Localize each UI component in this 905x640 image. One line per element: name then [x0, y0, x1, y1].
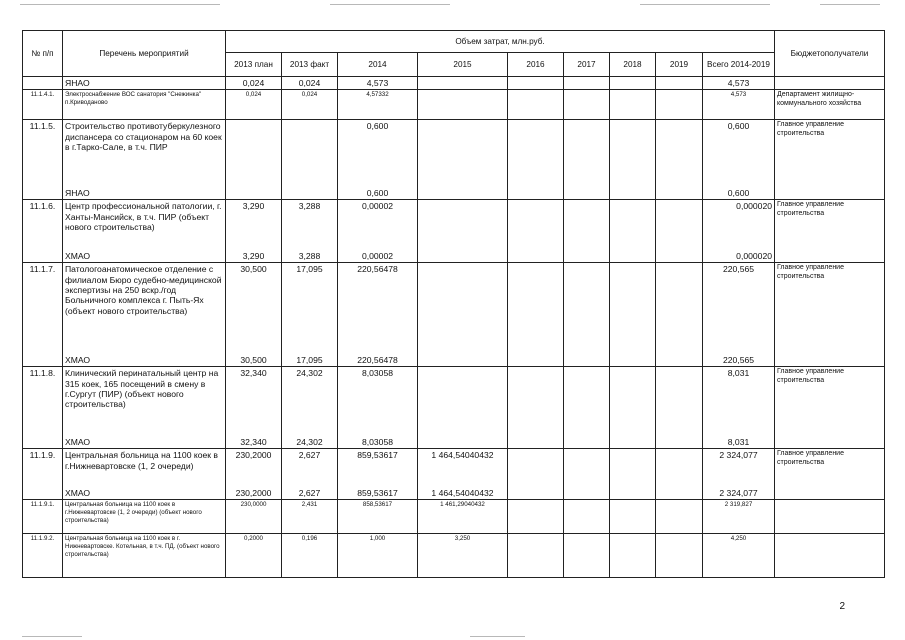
cell-2015 — [418, 200, 508, 263]
cell-2014 — [338, 120, 418, 200]
cell-2014: 4,573 — [338, 77, 418, 90]
cell-recipient: Главное управление строительства — [775, 120, 885, 200]
cell-2014 — [338, 200, 418, 263]
scan-artifact-line — [22, 636, 82, 637]
cell-2014-sub: 0,00002 — [361, 251, 394, 261]
cell-2014-sub: 0,600 — [366, 188, 389, 198]
row-name-text: Патологоанатомическое отделение с филиалом Бюро судебно-медицинской экспертизы на 250 вскр./год Больничного комплекса г. Пыть-Ях (объект нового строительства) — [65, 264, 222, 316]
table-row — [23, 500, 885, 534]
scan-artifact-line — [640, 4, 770, 5]
header-num: № п/п — [23, 31, 63, 77]
cell-2018 — [610, 367, 656, 449]
cell-2014-sub: 220,56478 — [357, 355, 398, 365]
cell-2013-plan-value: 32,340 — [240, 368, 267, 379]
row-name: Центральная больница на 1100 коек в г. Нижневартовске. Котельная, в т.ч. ПД. (объект нового строительства) — [63, 534, 226, 578]
cell-2019 — [656, 90, 703, 120]
cell-total — [703, 120, 775, 200]
cell-2014 — [338, 263, 418, 367]
cell-2018 — [610, 263, 656, 367]
cell-total-value: 220,565 — [722, 264, 755, 275]
cell-2014-value: 8,03058 — [361, 368, 394, 379]
cell-recipient: Главное управление строительства — [775, 263, 885, 367]
header-year-2013-fact: 2013 факт — [282, 53, 338, 77]
cell-2017 — [564, 263, 610, 367]
cell-2019 — [656, 367, 703, 449]
cell-2018 — [610, 500, 656, 534]
cell-2013-fact — [282, 263, 338, 367]
cell-2015 — [418, 77, 508, 90]
cell-2016 — [508, 120, 564, 200]
row-num: 11.1.9. — [23, 449, 63, 500]
cell-total: 4,250 — [703, 534, 775, 578]
cell-total-sub: 0,000020 — [736, 251, 773, 261]
cell-2017 — [564, 90, 610, 120]
row-name — [63, 200, 226, 263]
cell-total — [703, 263, 775, 367]
cell-2013-plan-value: 30,500 — [240, 264, 267, 275]
row-region: ХМАО — [65, 437, 91, 447]
cell-2013-plan — [226, 120, 282, 200]
cell-total-value: 8,031 — [727, 368, 750, 379]
cell-2013-fact-value: 24,302 — [296, 368, 323, 379]
cell-2015: 3,250 — [418, 534, 508, 578]
cell-2014-sub: 859,53617 — [357, 488, 398, 498]
row-name-text: Центр профессиональной патологии, г. Ханты-Мансийск, в т.ч. ПИР (объект нового строительства) — [65, 201, 222, 232]
cell-2013-plan-sub: 3,290 — [242, 251, 265, 261]
cell-2013-plan-value: 3,290 — [242, 201, 265, 212]
cell-2018 — [610, 120, 656, 200]
cell-2016 — [508, 90, 564, 120]
row-name: ЯНАО — [63, 77, 226, 90]
cell-2015 — [418, 120, 508, 200]
cell-recipient: Департамент жилищно-коммунального хозяйства — [775, 90, 885, 120]
row-num: 11.1.4.1. — [23, 90, 63, 120]
row-name — [63, 449, 226, 500]
row-num — [23, 77, 63, 90]
cell-2013-fact — [282, 449, 338, 500]
cell-total: 4,573 — [703, 77, 775, 90]
cell-2013-fact-sub: 3,288 — [298, 251, 321, 261]
cell-2014-value: 0,00002 — [361, 201, 394, 212]
cell-2014: 858,53617 — [338, 500, 418, 534]
cell-2013-fact-value: 2,627 — [298, 450, 321, 461]
header-costs: Объем затрат, млн.руб. — [226, 31, 775, 53]
cell-2015 — [418, 449, 508, 500]
row-name-text: Центральная больница на 1100 коек в г.Нижневартовске (1, 2 очереди) — [65, 450, 218, 471]
cell-2017 — [564, 534, 610, 578]
cell-2018 — [610, 90, 656, 120]
cell-total — [703, 449, 775, 500]
row-name — [63, 367, 226, 449]
table-row — [23, 77, 885, 90]
cell-2013-fact — [282, 367, 338, 449]
cell-2017 — [564, 120, 610, 200]
cell-recipient — [775, 77, 885, 90]
cell-2019 — [656, 500, 703, 534]
scan-artifact-line — [20, 4, 220, 5]
cell-2016 — [508, 200, 564, 263]
cell-recipient: Главное управление строительства — [775, 200, 885, 263]
header-year-2015: 2015 — [418, 53, 508, 77]
cell-2013-fact-sub: 24,302 — [296, 437, 323, 447]
cell-total-value: 2 324,077 — [719, 450, 758, 461]
header-year-2017: 2017 — [564, 53, 610, 77]
scan-artifact-line — [330, 4, 450, 5]
cell-total-sub: 2 324,077 — [719, 488, 758, 498]
cell-recipient: Главное управление строительства — [775, 449, 885, 500]
table-row — [23, 120, 885, 200]
cell-2016 — [508, 77, 564, 90]
cell-recipient: Главное управление строительства — [775, 367, 885, 449]
cell-2013-plan: 0,024 — [226, 77, 282, 90]
row-num: 11.1.7. — [23, 263, 63, 367]
row-name — [63, 120, 226, 200]
cell-total — [703, 367, 775, 449]
header-list: Перечень мероприятий — [63, 31, 226, 77]
cell-2013-fact — [282, 120, 338, 200]
cell-2013-fact-value: 3,288 — [298, 201, 321, 212]
cell-2016 — [508, 534, 564, 578]
cell-2014: 4,57332 — [338, 90, 418, 120]
table-row — [23, 367, 885, 449]
cell-2013-fact-sub: 17,095 — [296, 355, 323, 365]
expenditure-table — [22, 30, 885, 578]
cell-2013-plan — [226, 200, 282, 263]
cell-2014-value: 0,600 — [366, 121, 389, 132]
cell-recipient — [775, 500, 885, 534]
row-num: 11.1.9.1. — [23, 500, 63, 534]
cell-2015 — [418, 90, 508, 120]
cell-2018 — [610, 77, 656, 90]
cell-2019 — [656, 77, 703, 90]
cell-2015: 1 461,29040432 — [418, 500, 508, 534]
cell-2013-plan: 0,024 — [226, 90, 282, 120]
cell-2014-value: 859,53617 — [357, 450, 398, 461]
cell-2013-plan-sub: 230,2000 — [235, 488, 272, 498]
cell-2017 — [564, 77, 610, 90]
header-recipient: Бюджетополучатели — [775, 31, 885, 77]
cell-2014: 1,000 — [338, 534, 418, 578]
scan-artifact-line — [820, 4, 880, 5]
table-row — [23, 200, 885, 263]
table-row — [23, 534, 885, 578]
header-year-2019: 2019 — [656, 53, 703, 77]
header-year-2018: 2018 — [610, 53, 656, 77]
row-name-text: Клинический перинатальный центр на 315 коек, 165 посещений в смену в г.Сургут (ПИР) (объект нового строительства) — [65, 368, 219, 410]
cell-2017 — [564, 449, 610, 500]
cell-2013-fact: 2,431 — [282, 500, 338, 534]
header-total: Всего 2014-2019 — [703, 53, 775, 77]
cell-total: 2 319,827 — [703, 500, 775, 534]
cell-2015 — [418, 367, 508, 449]
cell-total — [703, 200, 775, 263]
cell-2013-plan-sub: 32,340 — [240, 437, 267, 447]
cell-2019 — [656, 200, 703, 263]
cell-total: 4,573 — [703, 90, 775, 120]
cell-total-sub: 220,565 — [722, 355, 755, 365]
cell-2013-plan — [226, 367, 282, 449]
cell-2015 — [418, 263, 508, 367]
cell-2017 — [564, 500, 610, 534]
cell-2013-plan: 0,2000 — [226, 534, 282, 578]
cell-2014-sub: 8,03058 — [361, 437, 394, 447]
cell-2016 — [508, 367, 564, 449]
table-row — [23, 263, 885, 367]
cell-2019 — [656, 263, 703, 367]
cell-2018 — [610, 200, 656, 263]
cell-2014-value: 220,56478 — [357, 264, 398, 275]
cell-2014 — [338, 449, 418, 500]
cell-2014 — [338, 367, 418, 449]
cell-2013-plan-value: 230,2000 — [235, 450, 272, 461]
cell-2013-fact: 0,024 — [282, 90, 338, 120]
row-region: ХМАО — [65, 251, 91, 261]
cell-total-sub: 8,031 — [727, 437, 750, 447]
row-name: Электроснабжение ВОС санатория "Снежинка" п.Криводаново — [63, 90, 226, 120]
row-name — [63, 263, 226, 367]
cell-2017 — [564, 367, 610, 449]
header-year-2014: 2014 — [338, 53, 418, 77]
cell-2019 — [656, 534, 703, 578]
cell-recipient — [775, 534, 885, 578]
row-name: Центральная больница на 1100 коек в г.Нижневартовске (1, 2 очереди) (объект нового строительства) — [63, 500, 226, 534]
cell-2015-value: 1 464,54040432 — [431, 450, 494, 461]
cell-2013-fact: 0,196 — [282, 534, 338, 578]
cell-2013-plan: 230,0000 — [226, 500, 282, 534]
cell-total-value: 0,600 — [727, 121, 750, 132]
cell-2013-fact-value: 17,095 — [296, 264, 323, 275]
cell-2018 — [610, 534, 656, 578]
header-year-2013-plan: 2013 план — [226, 53, 282, 77]
table-row — [23, 449, 885, 500]
cell-2015-sub: 1 464,54040432 — [431, 488, 494, 498]
cell-total-sub: 0,600 — [727, 188, 750, 198]
cell-2013-plan-sub: 30,500 — [240, 355, 267, 365]
row-num: 11.1.8. — [23, 367, 63, 449]
row-num: 11.1.9.2. — [23, 534, 63, 578]
table-row — [23, 90, 885, 120]
cell-2016 — [508, 500, 564, 534]
cell-2017 — [564, 200, 610, 263]
row-num: 11.1.5. — [23, 120, 63, 200]
cell-2019 — [656, 449, 703, 500]
cell-2013-fact: 0,024 — [282, 77, 338, 90]
row-name-text: Строительство противотуберкулезного диспансера со стационаром на 60 коек в г.Тарко-Сале, в т.ч. ПИР — [65, 121, 222, 152]
cell-2013-fact-sub: 2,627 — [298, 488, 321, 498]
row-num: 11.1.6. — [23, 200, 63, 263]
page-number: 2 — [839, 601, 845, 612]
header-year-2016: 2016 — [508, 53, 564, 77]
row-region: ЯНАО — [65, 188, 90, 198]
cell-2016 — [508, 449, 564, 500]
cell-2019 — [656, 120, 703, 200]
cell-2013-plan — [226, 263, 282, 367]
cell-2016 — [508, 263, 564, 367]
cell-2013-fact — [282, 200, 338, 263]
cell-2013-plan — [226, 449, 282, 500]
row-region: ХМАО — [65, 488, 91, 498]
scan-artifact-line — [470, 636, 525, 637]
cell-2018 — [610, 449, 656, 500]
cell-total-value: 0,000020 — [736, 201, 773, 212]
row-region: ХМАО — [65, 355, 91, 365]
